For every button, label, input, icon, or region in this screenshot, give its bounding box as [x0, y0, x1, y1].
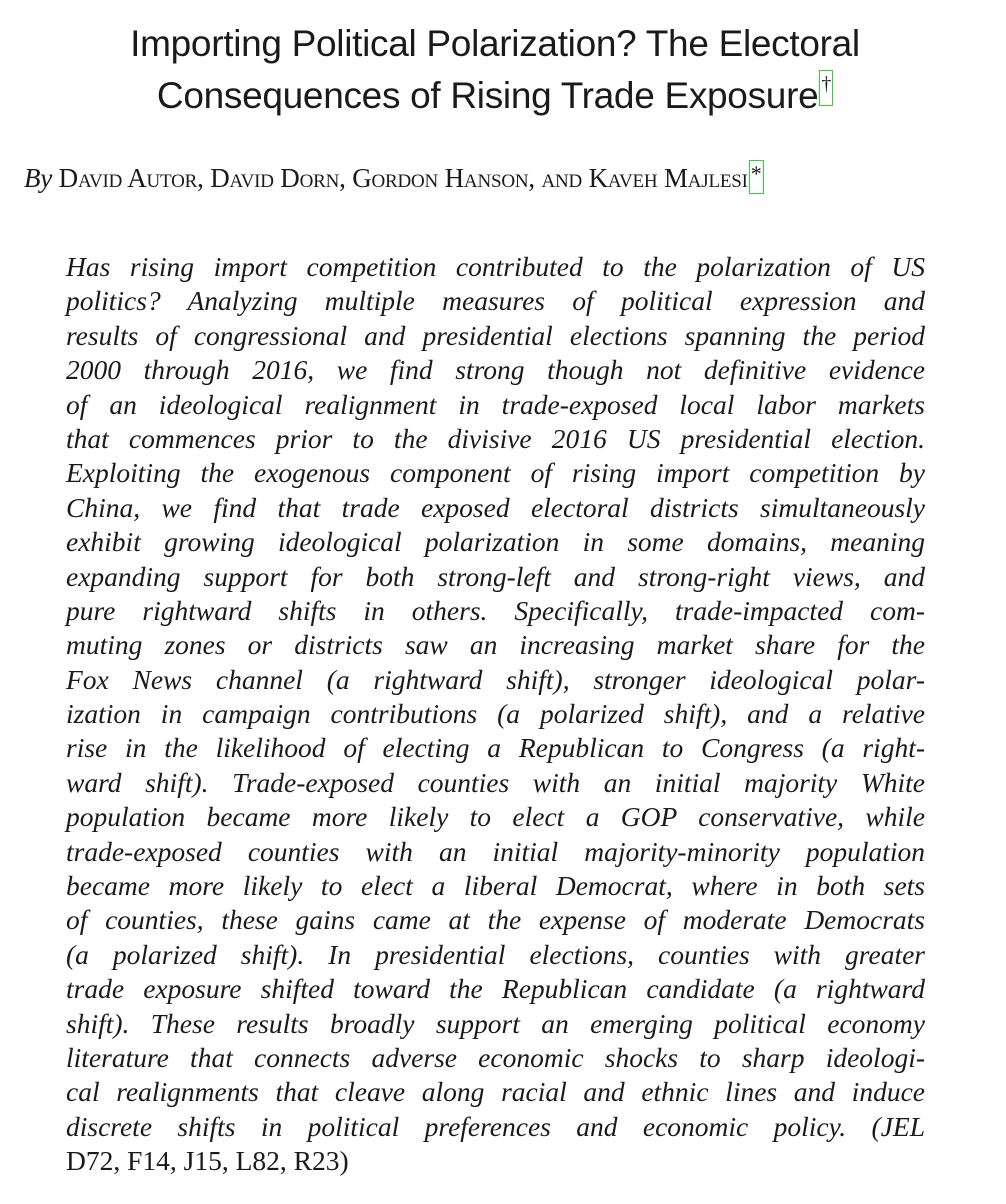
title-line-2: [0, 70, 990, 122]
abstract-line: rise in the likelihood of electing a Republican to Congress (a right-: [66, 732, 925, 764]
abstract-line: expanding support for both strong-left and strong-right views, and: [66, 560, 925, 592]
abstract-line: cal realignments that cleave along racial and ethnic lines and induce: [66, 1076, 925, 1108]
abstract-line: (a polarized shift). In presidential elections, counties with greater: [66, 938, 925, 970]
abstract-line: muting zones or districts saw an increasing market share for the: [66, 629, 925, 661]
abstract-line: exhibit growing ideological polarization in some domains, meaning: [66, 526, 925, 558]
abstract: [66, 250, 925, 1179]
abstract-line: pure rightward shifts in others. Specifically, trade-impacted com-: [66, 594, 925, 626]
abstract-line: population became more likely to elect a GOP conservative, while: [66, 801, 925, 833]
title-footnote-link[interactable]: †: [819, 70, 833, 106]
abstract-line: became more likely to elect a liberal Democrat, where in both sets: [66, 870, 925, 902]
abstract-line: that commences prior to the divisive 2016 US presidential election.: [66, 422, 925, 454]
abstract-line: China, we find that trade exposed electoral districts simultaneously: [66, 491, 926, 523]
abstract-line: trade exposure shifted toward the Republican candidate (a rightward: [66, 973, 925, 1005]
jel-codes: D72, F14, J15, L82, R23): [66, 1145, 349, 1177]
abstract-line: of counties, these gains came at the expense of moderate Democrats: [66, 904, 925, 936]
abstract-line: Exploiting the exogenous component of rising import competition by: [66, 457, 925, 489]
abstract-line: politics? Analyzing multiple measures of political expression and: [66, 285, 925, 317]
author-footnote-link[interactable]: *: [749, 160, 764, 194]
abstract-line: of an ideological realignment in trade-exposed local labor markets: [66, 388, 925, 420]
abstract-line: literature that connects adverse economic shocks to sharp ideologi-: [66, 1041, 925, 1073]
abstract-line: ward shift). Trade-exposed counties with an initial majority White: [66, 766, 925, 798]
abstract-line: shift). These results broadly support an emerging political economy: [66, 1007, 926, 1039]
abstract-line: 2000 through 2016, we find strong though not definitive evidence: [66, 354, 925, 386]
author-byline: [24, 160, 994, 196]
paper-title: [0, 18, 990, 122]
abstract-line: ization in campaign contributions (a polarized shift), and a relative: [66, 698, 925, 730]
byline-by: By: [24, 163, 53, 193]
abstract-line: Has rising import competition contributed to the polarization of US: [66, 251, 925, 282]
abstract-line: discrete shifts in political preferences and economic policy. (JEL: [66, 1110, 925, 1142]
abstract-line: trade-exposed counties with an initial majority-minority population: [66, 835, 925, 867]
byline-authors: David Autor, David Dorn, Gordon Hanson, and Kaveh Majlesi: [58, 163, 748, 193]
abstract-line: Fox News channel (a rightward shift), stronger ideological polar-: [66, 663, 925, 695]
abstract-line: results of congressional and presidential elections spanning the period: [66, 319, 925, 351]
title-line-2-text: Consequences of Rising Trade Exposure: [156, 75, 819, 116]
title-line-1: Importing Political Polarization? The Electoral: [130, 23, 860, 64]
